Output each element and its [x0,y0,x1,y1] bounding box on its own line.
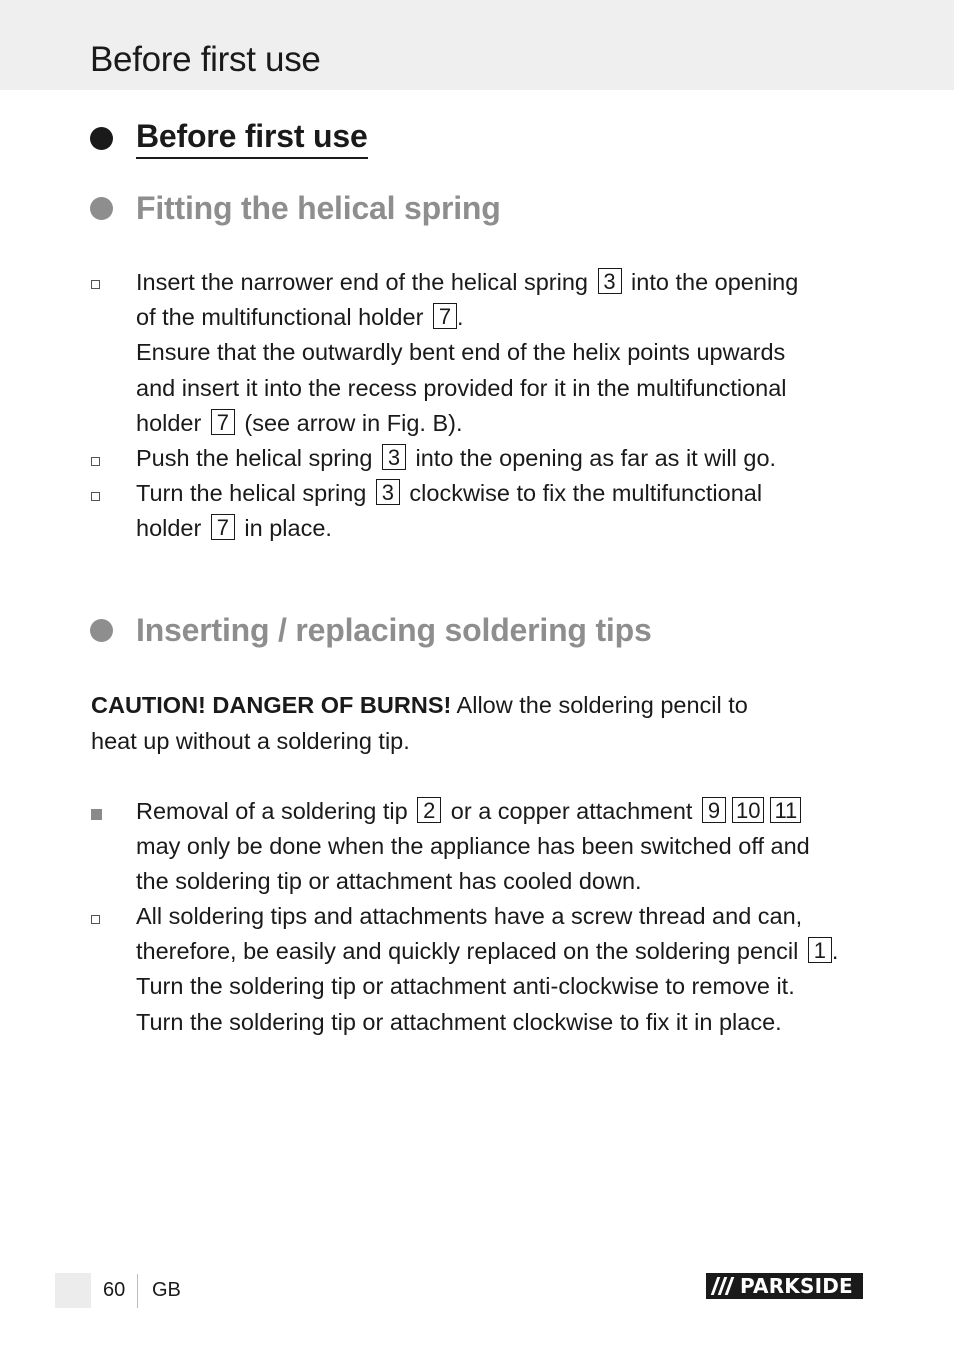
list-item [136,265,866,441]
text-line [136,934,866,969]
reference-number: 9 [702,797,726,823]
reference-number: 2 [417,797,441,823]
footer-divider [137,1274,138,1308]
footer-marker [55,1273,91,1308]
text-fragment: (see arrow in Fig. B). [244,409,463,436]
caution-label: CAUTION! DANGER OF BURNS! [91,692,452,718]
text-line: Turn the soldering tip or attachment clockwise to fix it in place. [136,1008,782,1035]
text-fragment: into the opening [631,269,799,295]
checkbox-bullet-icon [91,492,100,501]
list-item [136,899,866,1040]
text-line [136,794,866,829]
bullet-dot-icon [90,127,113,150]
text-fragment: Turn the helical spring [136,480,367,506]
section-heading-text: Fitting the helical spring [136,190,501,226]
reference-number: 7 [211,514,235,540]
text-line [91,687,871,723]
caution-text: Allow the soldering pencil to [451,692,748,718]
reference-number: 7 [433,303,457,329]
checkbox-bullet-icon [91,280,100,289]
text-fragment: of the multifunctional holder [136,304,424,331]
reference-number: 10 [732,797,764,823]
text-fragment: Removal of a soldering tip [136,798,408,824]
section-heading-before-first-use [90,118,368,159]
brand-slashes-icon [706,1273,740,1299]
text-fragment: into the opening as far as it will go. [415,445,777,471]
text-fragment: Push the helical spring [136,445,373,471]
text-fragment: in place. [244,515,332,542]
text-line [136,406,866,441]
text-line [136,265,866,300]
brand-name: PARKSIDE [740,1274,853,1298]
text-fragment: Insert the narrower end of the helical spring [136,269,588,295]
section-heading-text: Before first use [136,118,368,159]
text-line: the soldering tip or attachment has cooled down. [136,868,642,895]
text-fragment: . [831,938,839,965]
text-line: may only be done when the appliance has been switched off and [136,833,810,860]
bullet-dot-icon [90,197,113,220]
list-item [136,441,866,476]
text-line: heat up without a soldering tip. [91,728,410,754]
caution-paragraph [91,687,871,759]
reference-number: 3 [598,268,622,294]
text-line: Turn the soldering tip or attachment anti-clockwise to remove it. [136,973,795,1000]
checkbox-bullet-icon [91,915,100,924]
text-line: Ensure that the outwardly bent end of the helix points upwards [136,339,786,366]
square-bullet-icon [91,809,102,820]
text-fragment: or a copper attachment [450,798,693,824]
checkbox-bullet-icon [91,457,100,466]
list-item [136,476,866,546]
list-item [136,794,866,900]
reference-number: 11 [770,797,801,823]
page-number: 60 [103,1279,126,1301]
reference-number: 7 [211,409,235,435]
parkside-logo [706,1273,863,1299]
reference-number: 1 [808,937,832,963]
section-heading-text: Inserting / replacing soldering tips [136,612,652,648]
page-title: Before first use [90,40,321,79]
text-line [136,511,866,546]
reference-number: 3 [382,444,406,470]
text-fragment: . [456,304,464,331]
text-fragment: holder [136,409,202,436]
text-line [136,476,866,511]
bullet-dot-icon [90,619,113,642]
text-fragment: holder [136,515,202,542]
section-heading-soldering-tips [90,612,652,649]
text-fragment: clockwise to fix the multifunctional [409,480,763,506]
text-line: and insert it into the recess provided for it in the multifunctional [136,374,787,401]
reference-number: 3 [376,479,400,505]
text-line [136,441,866,476]
text-line [136,300,866,335]
text-line: All soldering tips and attachments have a screw thread and can, [136,903,803,929]
section-heading-helical-spring [90,190,501,227]
text-fragment: therefore, be easily and quickly replaced on the soldering pencil [136,938,799,965]
language-code: GB [152,1279,181,1301]
